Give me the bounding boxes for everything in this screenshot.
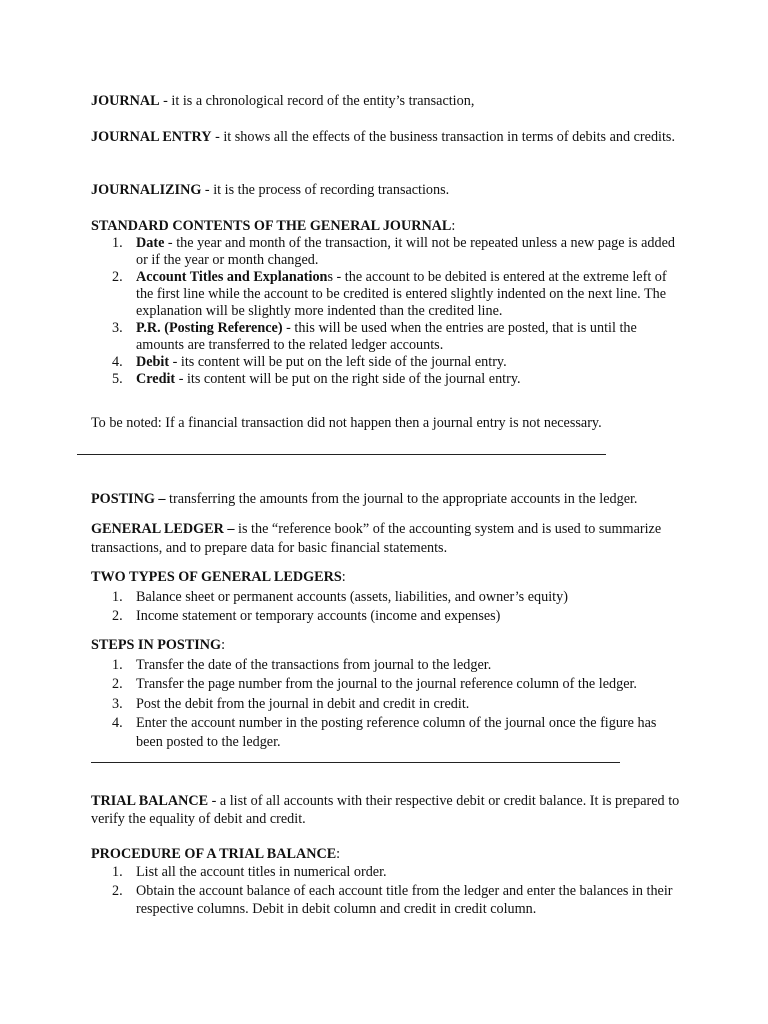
list-item: 3. P.R. (Posting Reference) - this will be used when the entries are posted, that is until the amounts are transferred to the related ledger accounts. [112, 320, 637, 353]
divider [77, 454, 606, 455]
list-item: 1. Balance sheet or permanent accounts (assets, liabilities, and owner’s equity) [112, 589, 568, 605]
list-item: 1. Transfer the date of the transactions from journal to the ledger. [112, 657, 492, 673]
steps-posting-heading: STEPS IN POSTING: [91, 637, 226, 653]
procedure-list [91, 863, 681, 919]
journal-definition: JOURNAL - it is a chronological record of the entity’s transaction, [91, 93, 475, 109]
journal-entry-term: JOURNAL ENTRY [91, 129, 212, 145]
list-item: 1. Date - the year and month of the transaction, it will not be repeated unless a new page is added or if the year or month changed. [112, 235, 675, 268]
list-item: 2. Transfer the page number from the journal to the journal reference column of the ledger. [112, 676, 637, 693]
list-item: 3. Post the debit from the journal in debit and credit in credit. [112, 695, 470, 712]
journalizing-term: JOURNALIZING [91, 182, 202, 198]
procedure-heading: PROCEDURE OF A TRIAL BALANCE: [91, 846, 341, 862]
standard-contents-heading: STANDARD CONTENTS OF THE GENERAL JOURNAL: [91, 218, 456, 234]
note-text: To be noted: If a financial transaction did not happen then a journal entry is not necessary. [91, 415, 602, 431]
divider [91, 762, 620, 763]
trial-balance-definition: TRIAL BALANCE - a list of all accounts with their respective debit or credit balance. It is prepared to verify the equality of debit and credit. [91, 793, 680, 827]
standard-contents-list [91, 235, 681, 388]
list-item: 2. Obtain the account balance of each account title from the ledger and enter the balances in their respective columns. Debit in debit column and credit in credit column. [112, 882, 673, 917]
general-ledger-term: GENERAL LEDGER – [91, 521, 235, 537]
list-item: 2. Income statement or temporary accounts (income and expenses) [112, 608, 501, 624]
list-item: 2. Account Titles and Explanations - the account to be debited is entered at the extreme left of the first line while the account to be credited is entered slightly indented on the next line. The explanation will be slightly more indented than the credited line. [112, 269, 667, 319]
list-item: 4. Debit - its content will be put on the left side of the journal entry. [112, 354, 507, 370]
posting-definition: POSTING – transferring the amounts from the journal to the appropriate accounts in the ledger. [91, 491, 638, 507]
journalizing-definition: JOURNALIZING - it is the process of recording transactions. [91, 182, 450, 198]
list-item: 5. Credit - its content will be put on the right side of the journal entry. [112, 371, 521, 387]
two-types-list [91, 588, 681, 626]
journal-entry-definition: JOURNAL ENTRY - it shows all the effects of the business transaction in terms of debits and credits. [91, 129, 675, 145]
list-item: 4. Enter the account number in the posting reference column of the journal once the figure has been posted to the ledger. [112, 714, 657, 751]
posting-term: POSTING – [91, 491, 166, 507]
list-item: 1. List all the account titles in numerical order. [112, 864, 387, 880]
journal-term: JOURNAL [91, 93, 160, 109]
general-ledger-definition: GENERAL LEDGER – is the “reference book” of the accounting system and is used to summarize transactions, and to prepare data for basic financial statements. [91, 521, 662, 556]
steps-posting-list [91, 656, 681, 752]
trial-balance-term: TRIAL BALANCE [91, 793, 209, 809]
two-types-heading: TWO TYPES OF GENERAL LEDGERS: [91, 569, 346, 585]
